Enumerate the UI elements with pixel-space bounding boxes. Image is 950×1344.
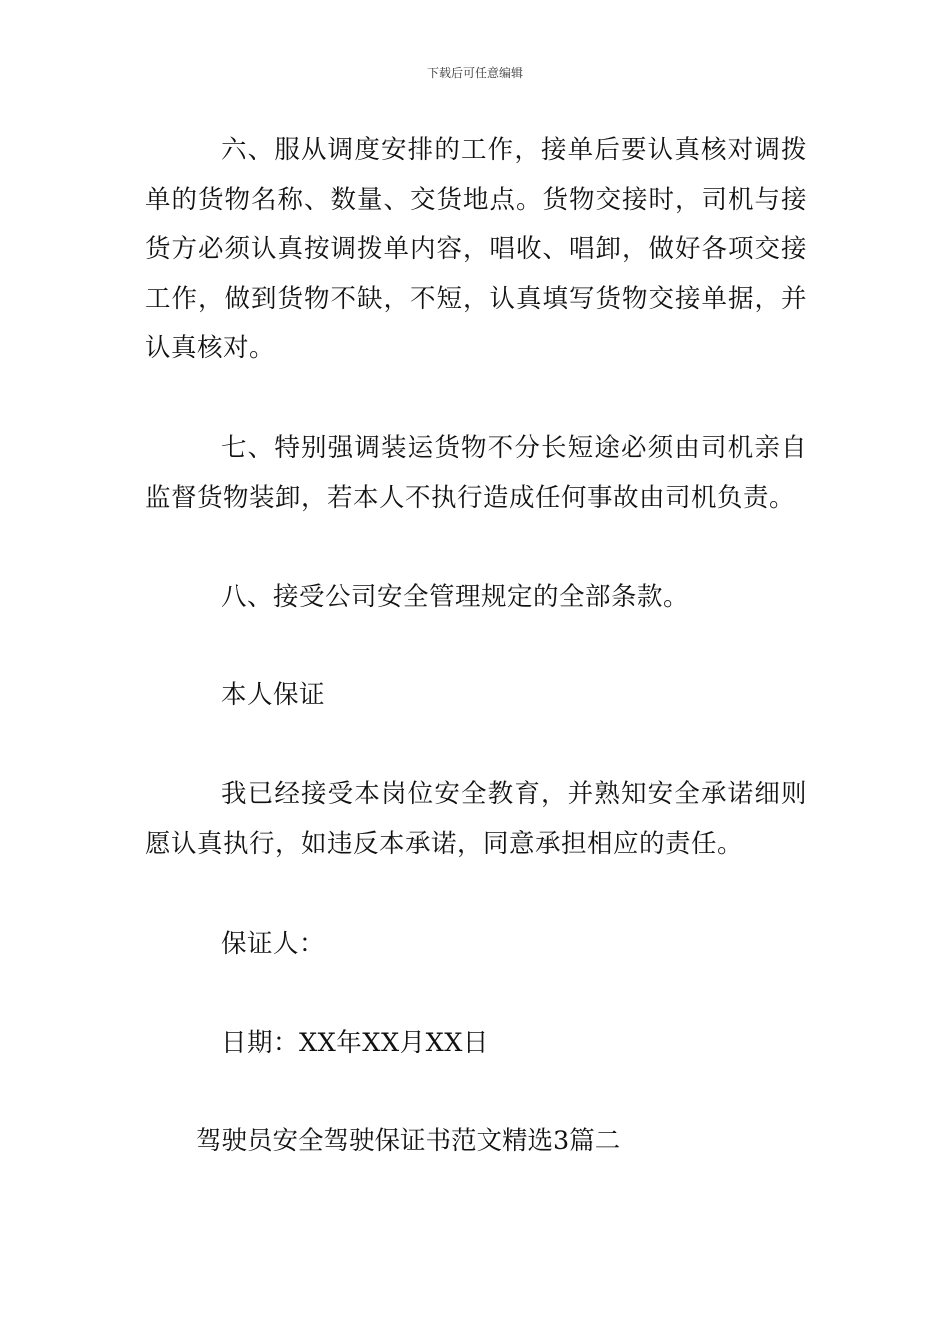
clause-six: 六、服从调度安排的工作，接单后要认真核对调拨单的货物名称、数量、交货地点。货物交接时，司机与接货方必须认真按调拨单内容，唱收、唱卸，做好各项交接工作，做到货物不缺，不短，认真填写货物交接单据，并认真核对。 (145, 135, 807, 364)
guarantor-label: 保证人： (221, 928, 326, 959)
pledge-heading: 本人保证 (221, 679, 326, 710)
pledge-statement: 我已经接受本岗位安全教育，并熟知安全承诺细则愿认真执行，如违反本承诺，同意承担相应的责任。 (145, 779, 807, 859)
clause-eight: 八、接受公司安全管理规定的全部条款。 (221, 582, 690, 613)
page-header-note: 下载后可任意编辑 (426, 66, 523, 80)
date-line: 日期：XX年XX月XX日 (221, 1028, 489, 1059)
clause-seven: 七、特别强调装运货物不分长短途必须由司机亲自监督货物装卸，若本人不执行造成任何事故由司机负责。 (145, 432, 807, 513)
section-title: 驾驶员安全驾驶保证书范文精选3篇二 (196, 1126, 621, 1156)
document-body (145, 126, 807, 1069)
